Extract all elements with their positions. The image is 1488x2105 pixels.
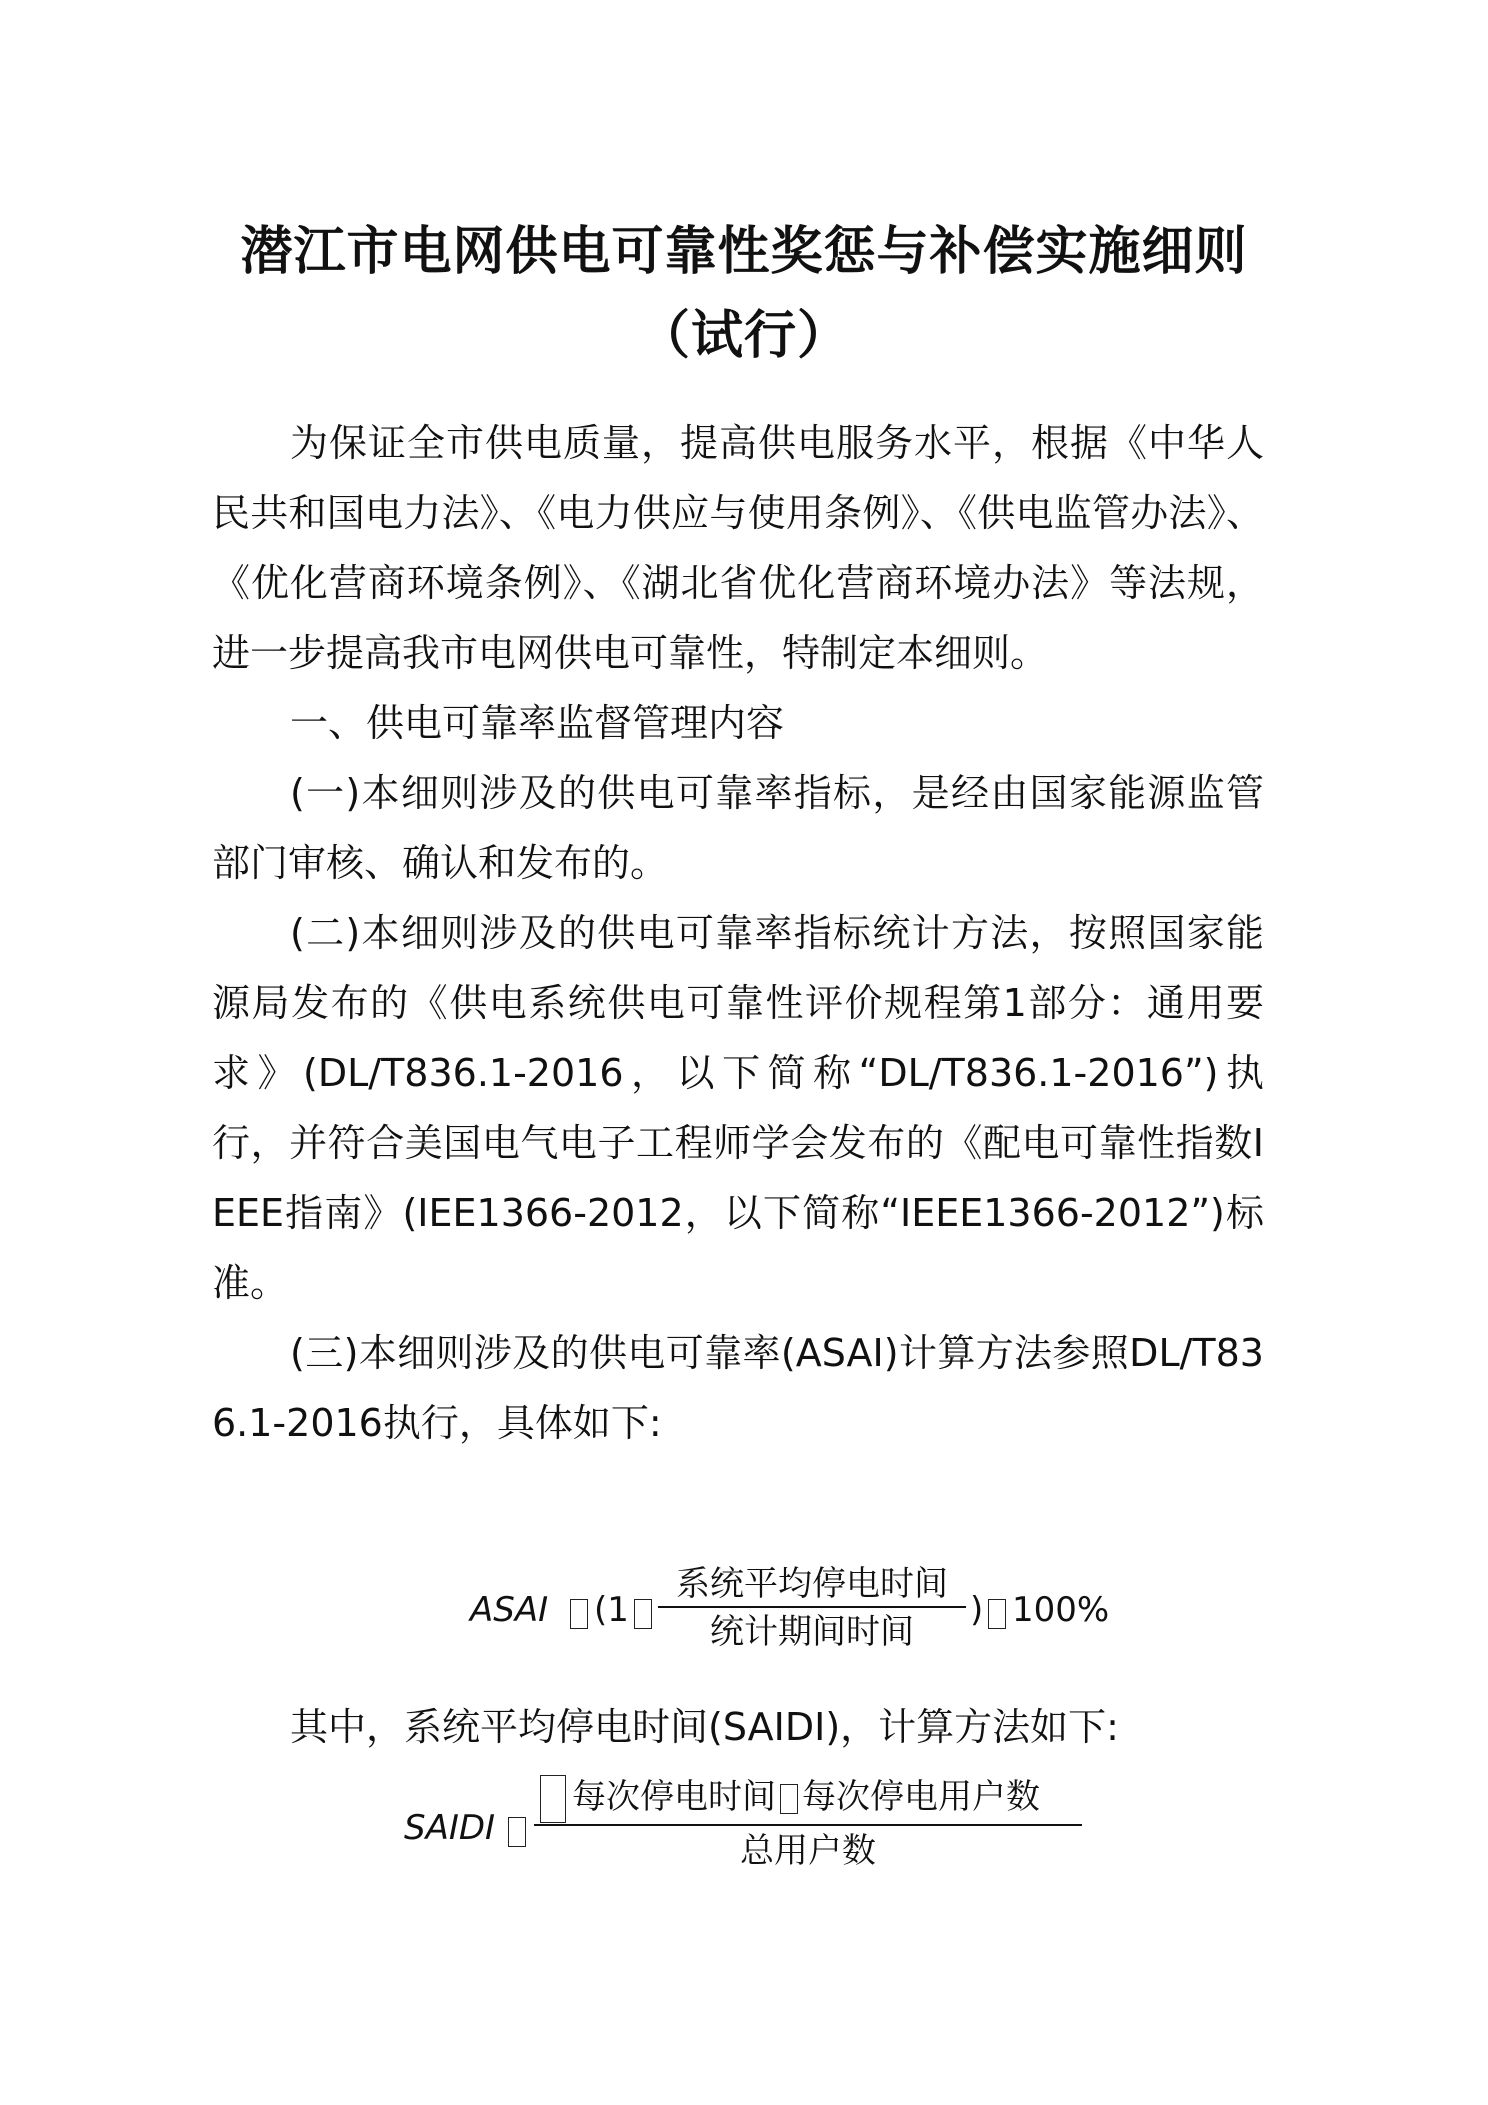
asai-close: ) — [970, 1590, 984, 1630]
minus-placeholder-icon — [630, 1592, 656, 1632]
saidi-intro: 其中，系统平均停电时间(SAIDI)，计算方法如下: — [290, 1705, 1119, 1749]
equals-placeholder-icon — [566, 1592, 592, 1632]
asai-fraction — [658, 1562, 966, 1652]
fraction-bar — [534, 1824, 1082, 1826]
asai-label: ASAI — [470, 1590, 549, 1630]
saidi-numerator-a: 每次停电时间 — [572, 1777, 776, 1817]
equals-placeholder-icon — [504, 1810, 530, 1850]
saidi-denominator: 总用户数 — [740, 1831, 876, 1871]
times-placeholder-icon — [780, 1784, 798, 1814]
asai-tail: 100% — [1012, 1590, 1110, 1630]
asai-open: (1 — [594, 1590, 629, 1630]
after-formula-block — [212, 1692, 1264, 1762]
sum-placeholder-icon — [540, 1775, 566, 1823]
clause-2: (二)本细则涉及的供电可靠率指标统计方法，按照国家能源局发布的《供电系统供电可靠性评价规程第1部分：通用要求》(DL/T836.1-2016，以下简称“DL/T836.1-2016”)执行，并符合美国电气电子工程师学会发布的《配电可靠性指数IEEE指南》(IEE1366-2012，以下简称“IEEE1366-2012”)标准。 — [212, 911, 1264, 1305]
document-subtitle: （试行） — [637, 305, 850, 366]
saidi-numerator-b: 每次停电用户数 — [802, 1777, 1040, 1817]
document-title: 潜江市电网供电可靠性奖惩与补偿实施细则 — [240, 221, 1248, 282]
clause-1: (一)本细则涉及的供电可靠率指标，是经由国家能源监管部门审核、确认和发布的。 — [212, 771, 1264, 885]
section-heading: 一、供电可靠率监督管理内容 — [290, 701, 785, 745]
intro-paragraph: 为保证全市供电质量，提高供电服务水平，根据《中华人民共和国电力法》、《电力供应与使用条例》、《供电监管办法》、《优化营商环境条例》、《湖北省优化营商环境办法》等法规，进一步提高我市电网供电可靠性，特制定本细则。 — [212, 421, 1264, 675]
saidi-fraction — [534, 1770, 1082, 1870]
saidi-label: SAIDI — [404, 1808, 496, 1848]
clause-3: (三)本细则涉及的供电可靠率(ASAI)计算方法参照DL/T836.1-2016执行，具体如下: — [212, 1331, 1264, 1445]
asai-denominator: 统计期间时间 — [710, 1612, 914, 1652]
document-body — [212, 408, 1264, 1458]
asai-numerator: 系统平均停电时间 — [676, 1564, 948, 1604]
fraction-bar — [658, 1606, 966, 1608]
times-placeholder-icon — [984, 1592, 1010, 1632]
